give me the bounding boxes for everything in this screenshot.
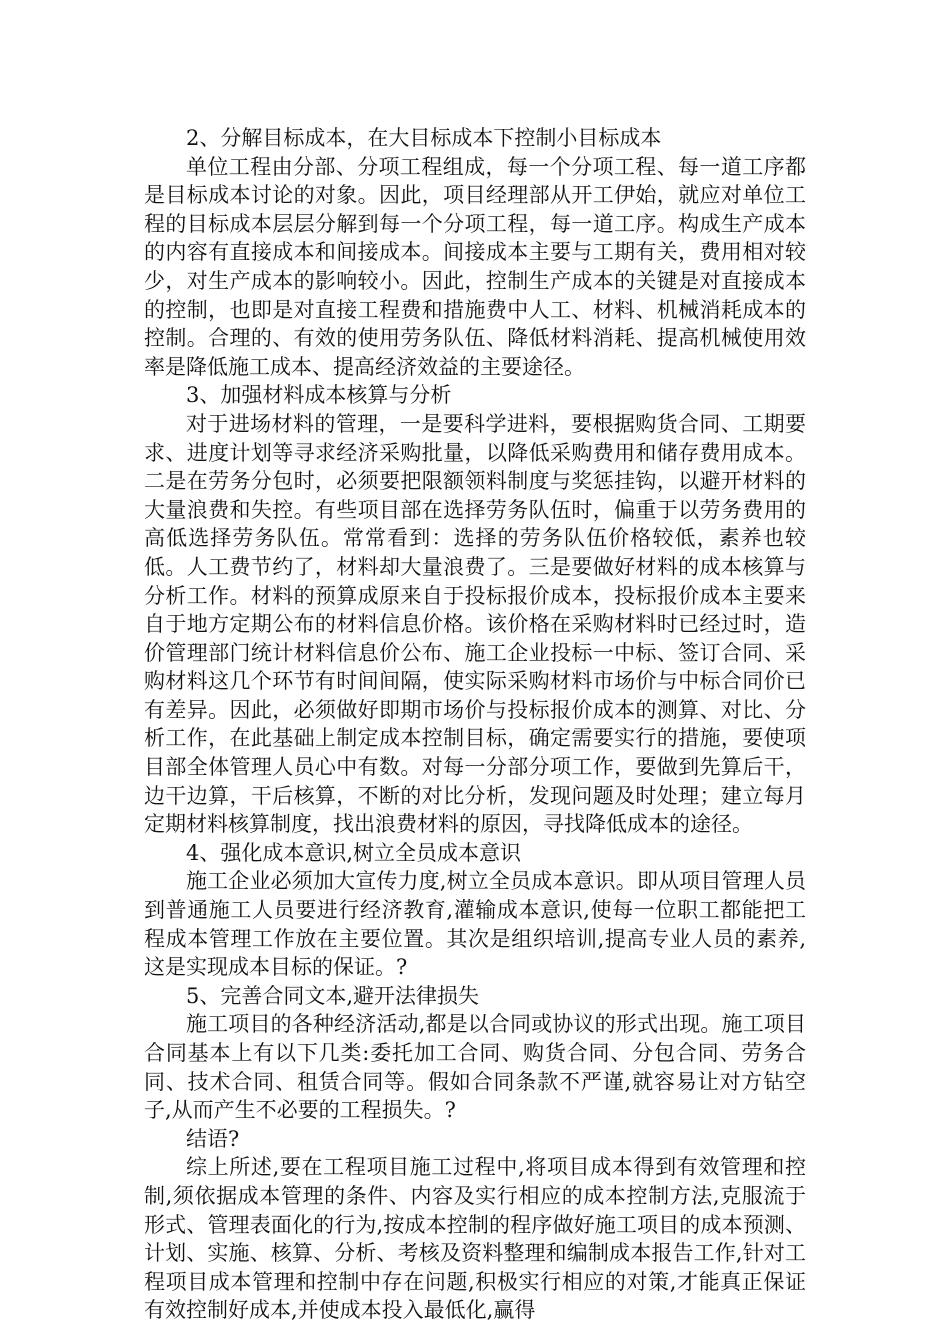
section-paragraph-2: 单位工程由分部、分项工程组成，每一个分项工程、每一道工序都是目标成本讨论的对象。因此，项目经理部从开工伊始，就应对单位工程的目标成本层层分解到每一个分项工程，每一道工序。构成生产成本的内容有直接成本和间接成本。间接成本主要与工期有关，费用相对较少，对生产成本的影响较小。因此，控制生产成本的关键是对直接成本的控制，也即是对直接工程费和措施费中人工、材料、机械消耗成本的控制。合理的、有效的使用劳务队伍、降低材料消耗、提高机械使用效率是降低施工成本、提高经济效益的主要途径。 [144,154,806,379]
section-heading-5: 5、完善合同文本,避开法律损失 [186,983,480,1008]
document-body [144,124,806,1325]
section-paragraph-5: 施工项目的各种经济活动,都是以合同或协议的形式出现。施工项目合同基本上有以下几类:委托加工合同、购货合同、分包合同、劳务合同、技术合同、租赁合同等。假如合同条款不严谨,就容易让对方钻空子,从而产生不必要的工程损失。? [144,1012,806,1123]
section-heading-4: 4、强化成本意识,树立全员成本意识 [186,840,522,865]
section-heading-3: 3、加强材料成本核算与分析 [186,383,452,408]
section-paragraph-3: 对于进场材料的管理，一是要科学进料，要根据购货合同、工期要求、进度计划等寻求经济采购批量，以降低采购费用和储存费用成本。二是在劳务分包时，必须要把限额领料制度与奖惩挂钩，以避开材料的大量浪费和失控。有些项目部在选择劳务队伍时，偏重于以劳务费用的高低选择劳务队伍。常常看到：选择的劳务队伍价格较低，素养也较低。人工费节约了，材料却大量浪费了。三是要做好材料的成本核算与分析工作。材料的预算成原来自于投标报价成本，投标报价成本主要来自于地方定期公布的材料信息价格。该价格在采购材料时已经过时，造价管理部门统计材料信息价公布、施工企业投标一中标、签订合同、采购材料这几个环节有时间间隔，使实际采购材料市场价与中标合同价已有差异。因此，必须做好即期市场价与投标报价成本的测算、对比、分析工作，在此基础上制定成本控制目标，确定需要实行的措施，要使项目部全体管理人员心中有数。对每一分部分项工作，要做到先算后干，边干边算，干后核算，不断的对比分析，发现问题及时处理；建立每月定期材料核算制度，找出浪费材料的原因，寻找降低成本的途径。 [144,411,806,837]
conclusion-heading: 结语? [186,1126,240,1151]
conclusion-paragraph: 综上所述,要在工程项目施工过程中,将项目成本得到有效管理和控制,须依据成本管理的条件、内容及实行相应的成本控制方法,克服流于形式、管理表面化的行为,按成本控制的程序做好施工项目的成本预测、计划、实施、核算、分析、考核及资料整理和编制成本报告工作,针对工程项目成本管理和控制中存在问题,积极实行相应的对策,才能真正保证有效控制好成本,并使成本投入最低化,赢得 [144,1155,806,1323]
section-paragraph-4: 施工企业必须加大宣传力度,树立全员成本意识。即从项目管理人员到普通施工人员要进行经济教育,灌输成本意识,使每一位职工都能把工程成本管理工作放在主要位置。其次是组织培训,提高专业人员的素养,这是实现成本目标的保证。? [144,869,806,980]
section-heading-2: 2、分解目标成本，在大目标成本下控制小目标成本 [186,126,662,150]
